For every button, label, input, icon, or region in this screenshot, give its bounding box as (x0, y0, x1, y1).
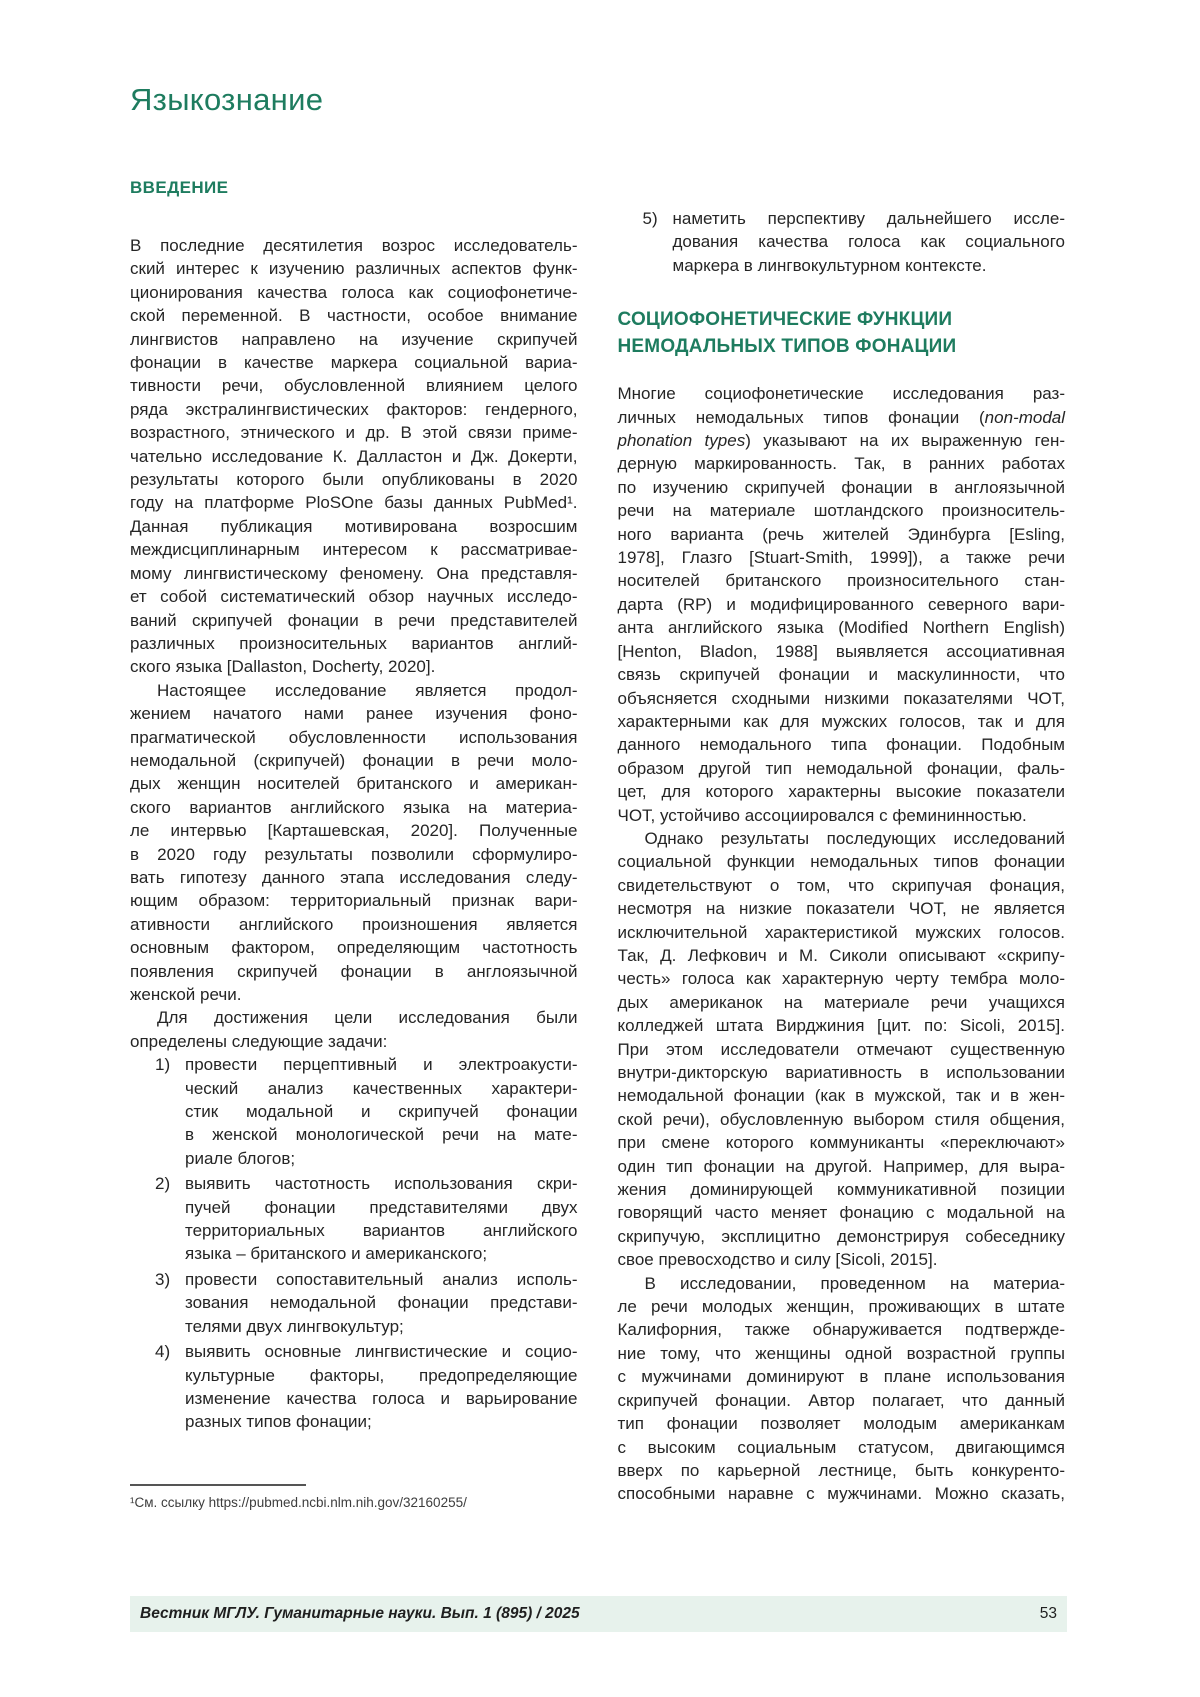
text-line: тивности речи, обусловленной влиянием целого (130, 376, 578, 396)
text-line: зования немодальной фонации представи- (185, 1293, 578, 1313)
text-line: территориальных вариантов английского (185, 1221, 578, 1241)
text-line: свидетельствуют о том, что скрипучая фонация, (617, 875, 1065, 895)
text-line: В последние десятилетия возрос исследователь- (130, 236, 578, 255)
text-line: в 2020 году результаты позволили сформулиро- (130, 844, 578, 864)
text-line: цет, для которого характерны высокие показатели (617, 782, 1065, 802)
left-column (130, 178, 578, 1511)
text-line: честь» голоса как характерную черту тембра моло- (617, 969, 1065, 989)
text-line: немодальной (скрипучей) фонации в речи моло- (130, 750, 578, 770)
text-line: скрипучую, эксплицитно демонстрируя собеседнику (617, 1226, 1065, 1246)
text-line: В исследовании, проведенном на материа- (644, 1273, 1065, 1293)
text-line: основным фактором, определяющим частотность (130, 938, 578, 958)
page-content (130, 0, 1065, 1511)
text-line: с высоким социальным статусом, двигающимся (617, 1437, 1065, 1457)
text-line: риале блогов; (185, 1148, 296, 1168)
text-line: чательно исследование К. Далластон и Дж. Докерти, (130, 446, 578, 466)
footer-bar (130, 1596, 1067, 1632)
text-line: ющим образом: территориальный признак вари- (130, 891, 578, 911)
text-line: телями двух лингвокультур; (185, 1316, 404, 1336)
text-line: Для достижения цели исследования были (157, 1008, 578, 1028)
text-line: способными наравне с мужчинами. Можно сказать, (617, 1484, 1065, 1504)
text-line: изменение качества голоса и варьирование (185, 1388, 578, 1408)
text-line: маркера в лингвокультурном контексте. (672, 255, 987, 275)
list-item (130, 1268, 578, 1338)
text-line: дых женщин носителей британского и американ- (130, 774, 578, 794)
text-line: данного немодального типа фонации. Подобным (617, 735, 1065, 755)
text-line: колледжей штата Вирджиния [цит. по: Sicoli, 2015]. (617, 1016, 1065, 1036)
text-line: мому лингвистическому феномену. Она представля- (130, 563, 578, 583)
text-line: дования качества голоса как социального (672, 232, 1065, 252)
footnote: ¹См. ссылку https://pubmed.ncbi.nlm.nih.gov/32160255/ (130, 1494, 467, 1510)
text-line: ческий анализ качественных характери- (185, 1078, 578, 1098)
text-line: лингвистов направлено на изучение скрипучей (130, 329, 578, 349)
right-column (618, 178, 1066, 1511)
paragraph (618, 1272, 1066, 1506)
footnote-block (130, 1484, 578, 1511)
footnote-rule (130, 1484, 306, 1486)
text-line: связь скрипучей фонации и маскулинности, что (617, 665, 1065, 685)
paragraph (618, 382, 1066, 827)
text-line: ет собой систематический обзор научных исследо- (130, 587, 578, 607)
section-heading-line: НЕМОДАЛЬНЫХ ТИПОВ ФОНАЦИИ (617, 336, 957, 358)
text-line: анта английского языка (Modified Northern English) (617, 618, 1065, 638)
text-line: разных типов фонации; (185, 1412, 372, 1432)
text-line: возрастного, этнического и др. В этой связи приме- (130, 423, 578, 443)
text-line: объясняется сходными низкими показателями ЧОТ, (617, 688, 1065, 708)
text-line: по изучению скрипучей фонации в англоязычной (617, 477, 1065, 497)
text-line: появления скрипучей фонации в англоязычной (130, 961, 578, 981)
text-line: ле речи молодых женщин, проживающих в штате (617, 1297, 1065, 1317)
text-line: дых американок на материале речи учащихся (617, 992, 1065, 1012)
text-line: ваний скрипучей фонации в речи представителей (130, 610, 578, 630)
text-line: носителей британского произносительного стан- (617, 571, 1065, 591)
text-line: ской речи), обусловленную выбором стиля общения, (617, 1109, 1065, 1129)
text-line: ле интервью [Карташевская, 2020]. Полученные (130, 821, 578, 841)
list-item-number: 1) (155, 1055, 171, 1075)
text-line: с мужчинами доминируют в плане использования (617, 1367, 1065, 1387)
text-line: ский интерес к изучению различных аспектов функ- (130, 259, 578, 279)
text-line: говорящий часто меняет фонацию с модальной на (617, 1203, 1065, 1223)
text-line: результаты которого были опубликованы в 2020 (130, 470, 578, 490)
text-line: Данная публикация мотивирована возросшим (130, 516, 578, 536)
paragraph (130, 1006, 578, 1053)
text-line: образом другой тип немодальной фонации, фаль- (617, 758, 1065, 778)
text-line: Калифорния, также обнаруживается подтвержде- (617, 1320, 1065, 1340)
text-line: междисциплинарным интересом к рассматривае- (130, 540, 578, 560)
text-line: исключительной характеристикой мужских голосов. (617, 922, 1065, 942)
text-line: личных немодальных типов фонации (non-modal (617, 407, 1065, 427)
text-line: пучей фонации представителями двух (185, 1197, 578, 1217)
text-line: Так, Д. Лефкович и М. Сиколи описывают «скрипу- (617, 945, 1065, 965)
text-line: различных произносительных вариантов англий- (130, 633, 578, 653)
text-line: phonation types) указывают на их выраженную ген- (617, 431, 1065, 451)
list-item-number: 2) (155, 1174, 171, 1194)
text-line: выявить основные лингвистические и социо- (185, 1342, 578, 1362)
right-column-text (618, 207, 1066, 1506)
section-heading (618, 306, 1066, 360)
text-line: ского языка [Dallaston, Docherty, 2020]. (130, 657, 436, 677)
intro-heading: ВВЕДЕНИЕ (130, 178, 229, 197)
text-line: ряда экстралингвистических факторов: гендерного, (130, 399, 578, 419)
text-line: Многие социофонетические исследования раз- (617, 384, 1065, 404)
paragraph (130, 679, 578, 1007)
page-number: 53 (1039, 1605, 1057, 1622)
section-heading-line: СОЦИОФОНЕТИЧЕСКИЕ ФУНКЦИИ (617, 309, 953, 331)
text-line: ЧОТ, устойчиво ассоциировался с фемининностью. (617, 805, 1027, 825)
text-line: при смене которого коммуниканты «переключают» (617, 1133, 1065, 1153)
text-line: в женской монологической речи на мате- (185, 1125, 578, 1145)
text-line: тип фонации позволяет молодым американкам (617, 1414, 1065, 1434)
text-line: [Henton, Bladon, 1988] выявляется ассоциативная (617, 641, 1065, 661)
text-line: 1978], Глазго [Stuart-Smith, 1999]), а также речи (617, 548, 1065, 568)
text-line: вать гипотезу данного этапа исследования следу- (130, 867, 578, 887)
paragraph (130, 234, 578, 679)
text-line: свое превосходство и силу [Sicoli, 2015]. (617, 1250, 938, 1270)
text-line: немодальной фонации (как в мужской, так и в жен- (617, 1086, 1065, 1106)
text-line: вверх по карьерной лестнице, быть конкуренто- (617, 1460, 1065, 1480)
list-item-number: 5) (642, 209, 658, 228)
text-line: внутри-дикторскую вариативность в использовании (617, 1063, 1065, 1082)
text-line: жения доминирующей коммуникативной позиции (617, 1180, 1065, 1200)
text-line: ционирования качества голоса как социофонетиче- (130, 282, 578, 302)
text-line: характерными как для мужских голосов, так и для (617, 711, 1065, 731)
list-item (130, 1053, 578, 1170)
text-line: языка – британского и американского; (185, 1244, 488, 1264)
text-line: прагматической обусловленности использования (130, 727, 578, 747)
text-line: При этом исследователи отмечают существенную (617, 1039, 1065, 1059)
text-line: Настоящее исследование является продол- (157, 680, 578, 700)
text-line: скрипучей фонации. Автор полагает, что данный (617, 1390, 1065, 1410)
text-line: дарта (RP) и модифицированного северного вари- (617, 594, 1065, 614)
footer-journal: Вестник МГЛУ. Гуманитарные науки. Вып. 1 (895) / 2025 (140, 1605, 580, 1622)
text-line: выявить частотность использования скри- (185, 1174, 578, 1194)
text-line: Однако результаты последующих исследований (644, 828, 1065, 848)
two-column-layout (130, 178, 1065, 1511)
left-column-text (130, 234, 578, 1434)
text-line: стик модальной и скрипучей фонации (185, 1102, 578, 1122)
text-line: провести перцептивный и электроакусти- (185, 1055, 578, 1075)
text-line: несмотря на низкие показатели ЧОТ, не является (617, 899, 1065, 919)
text-line: наметить перспективу дальнейшего иссле- (672, 209, 1065, 228)
list-item (618, 207, 1066, 277)
list-item-number: 4) (155, 1342, 171, 1362)
text-line: социальной функции немодальных типов фонации (617, 852, 1065, 872)
text-line: один тип фонации на другой. Например, для выра- (617, 1156, 1065, 1176)
text-line: определены следующие задачи: (130, 1031, 388, 1051)
text-line: ние тому, что женщины одной возрастной группы (617, 1343, 1065, 1363)
text-line: жением начатого нами ранее изучения фоно- (130, 704, 578, 724)
text-line: женской речи. (130, 985, 242, 1004)
list-item (130, 1340, 578, 1434)
paragraph (618, 827, 1066, 1272)
text-line: ативности английского произношения является (130, 914, 578, 934)
text-line: фонации в качестве маркера социальной вариа- (130, 353, 578, 373)
text-line: речи на материале шотландского произноситель- (617, 501, 1065, 521)
text-line: дерную маркированность. Так, в ранних работах (617, 454, 1065, 474)
text-line: провести сопоставительный анализ исполь- (185, 1269, 578, 1289)
list-item (130, 1172, 578, 1266)
text-line: ного варианта (речь жителей Эдинбурга [Esling, (617, 524, 1065, 544)
text-line: культурные факторы, предопределяющие (185, 1365, 578, 1385)
section-label: Языкознание (130, 82, 324, 117)
list-item-number: 3) (155, 1269, 171, 1289)
text-line: ской переменной. В частности, особое внимание (130, 306, 578, 326)
text-line: году на платформе PloSOne базы данных PubMed¹. (130, 493, 578, 513)
text-line: ского вариантов английского языка на материа- (130, 797, 578, 817)
